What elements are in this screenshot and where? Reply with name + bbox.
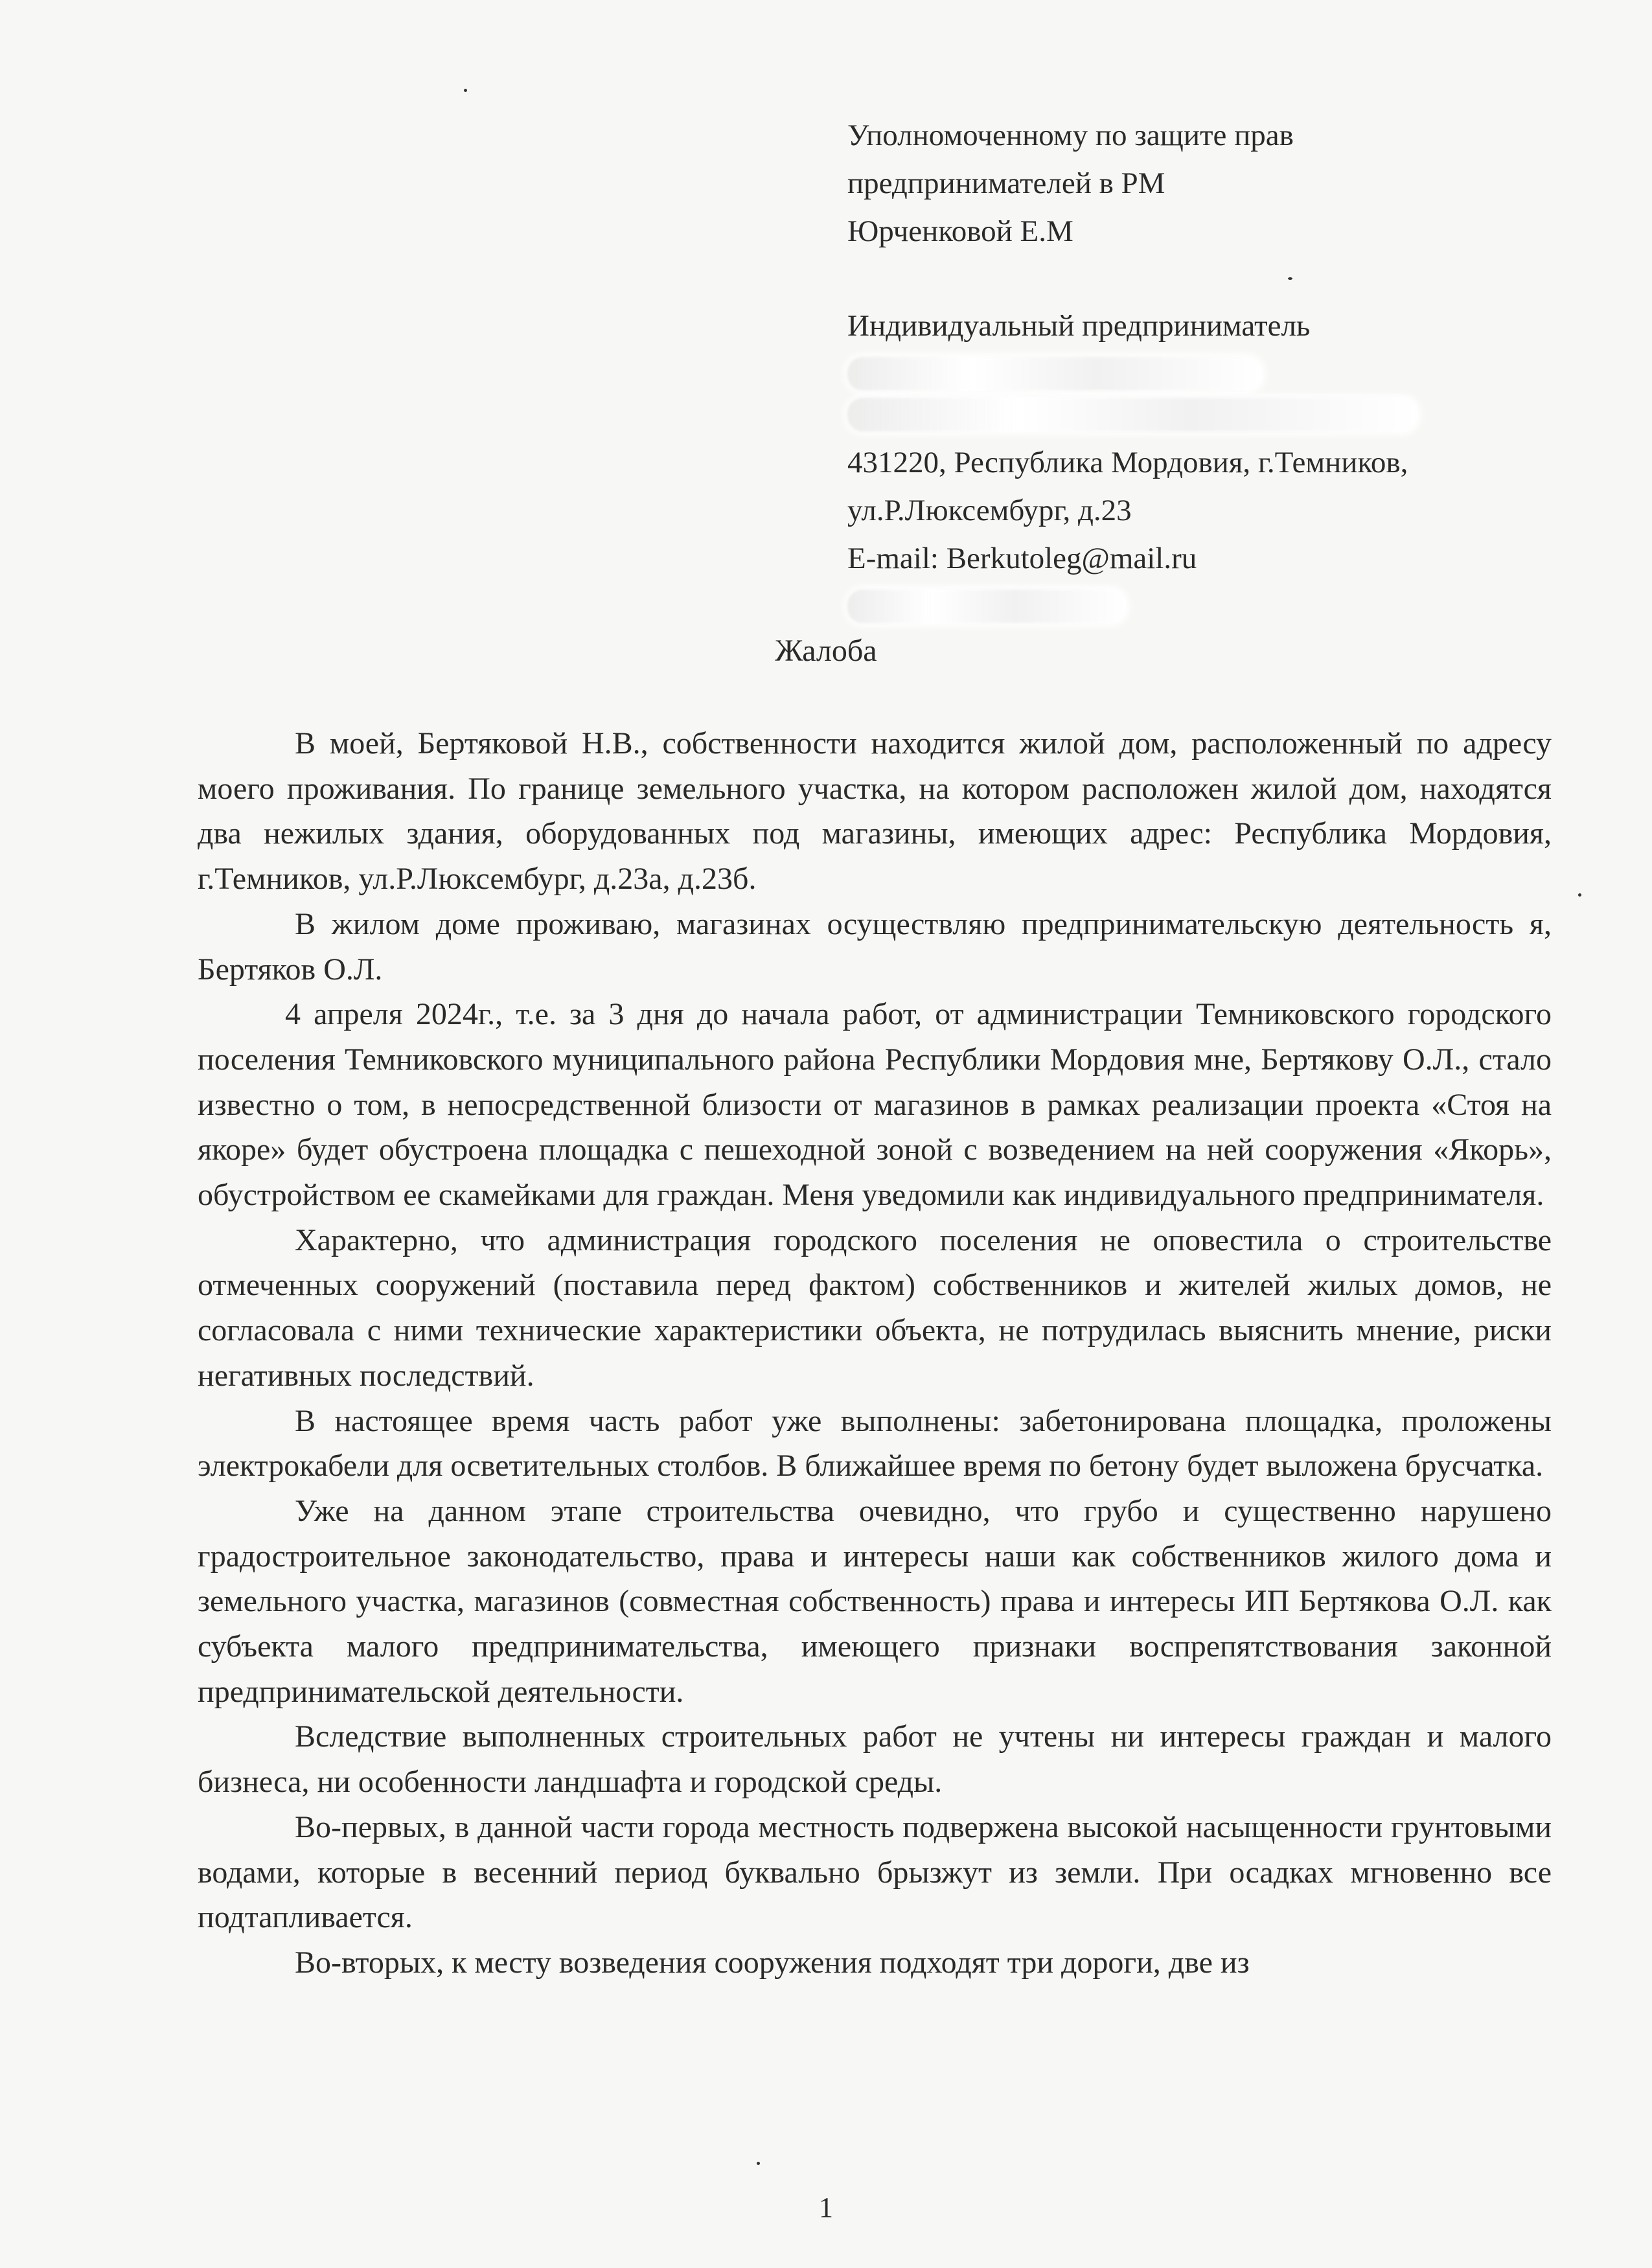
body-paragraph: Во-первых, в данной части города местность подвержена высокой насыщенности грунтовыми водами, которые в весенний период буквально брызжут из земли. При осадках мгновенно все подтапливается. [198, 1809, 1552, 1935]
body-paragraph: Во-вторых, к месту возведения сооружения подходят три дороги, две из [295, 1945, 1250, 1980]
redacted-tax-id [847, 398, 1417, 431]
body-paragraph: В настоящее время часть работ уже выполнены: забетонирована площадка, проложены электрокабели для осветительных столбов. В ближайшее время по бетону будет выложена брусчатка. [198, 1403, 1552, 1483]
addressee-block [847, 111, 1592, 630]
body-paragraph: Характерно, что администрация городского поселения не оповестила о строительстве отмеченных сооружений (поставила перед фактом) собственников и жителей жилых домов, не согласовала с ними технические характеристики объекта, не потрудилась выяснить мнение, риски негативных последствий. [198, 1222, 1552, 1393]
scan-speck [464, 89, 467, 92]
addressee-line: Уполномоченному по защите прав [847, 119, 1294, 152]
redacted-phone [847, 590, 1126, 623]
page-number: 1 [819, 2192, 833, 2223]
address-line: ул.Р.Люксембург, д.23 [847, 494, 1132, 527]
email-line: E-mail: Berkutoleg@mail.ru [847, 542, 1197, 575]
body-paragraph: Уже на данном этапе строительства очевидно, что грубо и существенно нарушено градостроительное законодательство, права и интересы наши как собственников жилого дома и земельного участка, магазинов (совместная собственность) права и интересы ИП Бертякова О.Л. как субъекта малого предпринимательства, имеющего признаки воспрепятствования законной предпринимательской деятельности. [198, 1493, 1552, 1709]
document-body [198, 721, 1552, 1986]
body-paragraph: В моей, Бертяковой Н.В., собственности находится жилой дом, расположенный по адресу моего проживания. По границе земельного участка, на котором расположен жилой дом, находятся два нежилых здания, оборудованных под магазины, имеющих адрес: Республика Мордовия, г.Темников, ул.Р.Люксембург, д.23а, д.23б. [198, 726, 1552, 897]
body-paragraph: 4 апреля 2024г., т.е. за 3 дня до начала работ, от администрации Темниковского городского поселения Темниковского муниципального района Республики Мордовия мне, Бертякову О.Л., стало известно о том, в непосредственной близости от магазинов в рамках реализации проекта «Стоя на якоре» будет обустроена площадка с пешеходной зоной с возведением на ней сооружения «Якорь», обустройством ее скамейками для граждан. Меня уведомили как индивидуального предпринимателя. [198, 997, 1552, 1213]
addressee-line: предпринимателей в РМ [847, 166, 1165, 200]
addressee-line: Юрченковой Е.М [847, 214, 1073, 248]
scan-speck [1288, 277, 1292, 280]
scan-speck [757, 2162, 760, 2165]
sender-title: Индивидуальный предприниматель [847, 309, 1311, 343]
document-title: Жалоба [775, 634, 877, 668]
redacted-name [847, 357, 1262, 391]
address-line: 431220, Республика Мордовия, г.Темников, [847, 446, 1408, 479]
scan-speck [1578, 893, 1581, 897]
body-paragraph: В жилом доме проживаю, магазинах осуществляю предпринимательскую деятельность я, Бертяков О.Л. [198, 906, 1552, 987]
body-paragraph: Вследствие выполненных строительных работ не учтены ни интересы граждан и малого бизнеса, ни особенности ландшафта и городской среды. [198, 1719, 1552, 1800]
